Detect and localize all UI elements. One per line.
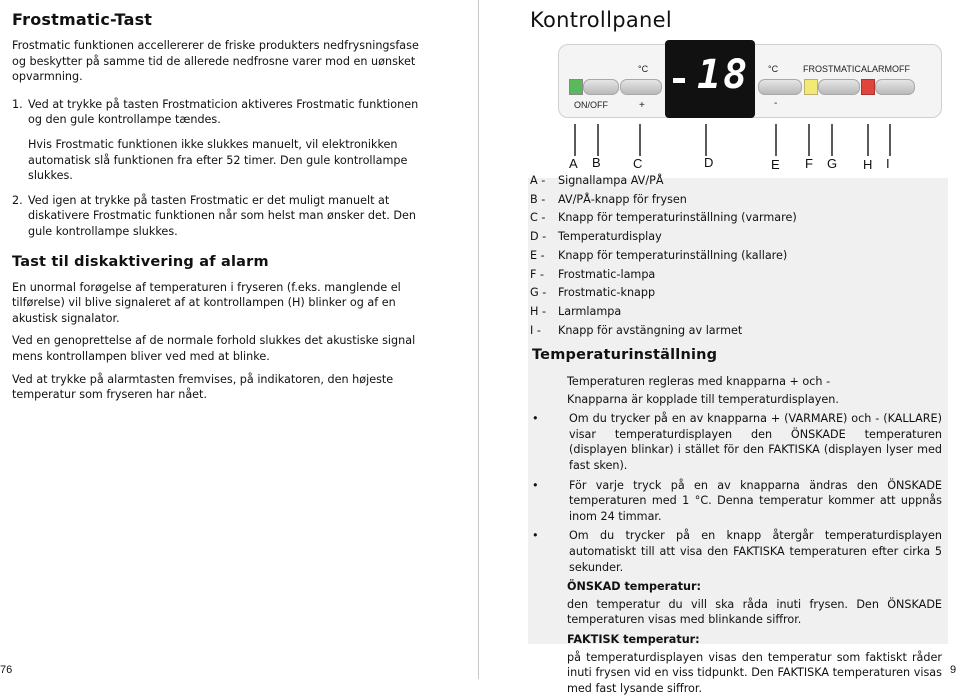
list-item-number: 1. [12,97,28,128]
list-item-text: Hvis Frostmatic funktionen ikke slukkes manuelt, vil elektronikken automatisk slå funktionen fra efter 52 timer. Den gule kontrollampe slukkes. [28,138,407,182]
legend-key: A - [530,172,558,191]
legend-key: C - [530,209,558,228]
control-panel-illustration [558,40,942,120]
bullet-symbol: • [530,528,569,575]
legend-value: Frostmatic-lampa [558,266,950,285]
minus-label: - [774,98,777,109]
legend-key: H - [530,303,558,322]
display-minus-sign [673,78,685,83]
legend-value: Knapp för temperaturinställning (kallare) [558,247,950,266]
bullet-item [530,478,942,525]
legend-value: Frostmatic-knapp [558,284,950,303]
alarm-paragraph: En unormal forøgelse af temperaturen i fryseren (f.eks. manglende el tilførelse) vil blive signaleret af at kontrollampen (H) blinker og af en akustisk signalator. [12,280,432,327]
legend-row [530,303,950,322]
alarmoff-label: ALARMOFF [861,64,910,74]
alarm-paragraph: Ved en genoprettelse af de normale forhold slukkes det akustiske signal mens kontrollampen bliver ved med at blinke. [12,333,432,364]
bullet-item [530,411,942,473]
page-divider [478,0,479,679]
legend-row [530,172,950,191]
legend-row [530,322,950,341]
legend-row [530,284,950,303]
callout-letter: C [633,156,642,171]
callout-letter: E [771,157,780,172]
onskad-text: den temperatur du vill ska råda inuti frysen. Den ÖNSKADE temperaturen visas med blinkande siffror. [567,597,942,628]
panel-legend [530,172,950,340]
colder-button[interactable] [758,79,802,95]
callout-lines [560,122,940,160]
temperature-heading: Temperaturinställning [532,347,717,363]
callout-letter: B [592,155,601,170]
celsius-label: °C [638,64,648,74]
left-page-title: Frostmatic-Tast [12,10,432,29]
legend-key: F - [530,266,558,285]
legend-row [530,266,950,285]
faktisk-text: på temperaturdisplayen visas den temperatur som faktiskt råder inuti frysen vid en viss tidpunkt. Den FAKTISKA temperaturen visas med fast lysande siffror. [567,650,942,696]
callout-letter: G [827,156,837,171]
legend-row [530,247,950,266]
bullet-text: För varje tryck på en av knapparna ändras den ÖNSKADE temperaturen med 1 °C. Denna temperatur kommer att uppnås inom 24 timmar. [569,478,942,525]
right-page-number: 9 [950,664,956,676]
frostmatic-label: FROSTMATIC [803,64,861,74]
legend-value: Signallampa AV/PÅ [558,172,950,191]
list-item [12,193,432,240]
list-item [12,97,432,128]
warmer-button[interactable] [620,79,662,95]
alarm-paragraph: Ved at trykke på alarmtasten fremvises, på indikatoren, den højeste temperatur som fryseren har nået. [12,372,432,403]
list-item [28,137,432,184]
celsius-label: °C [768,64,778,74]
onoff-button[interactable] [583,79,619,95]
onskad-heading: ÖNSKAD temperatur: [567,579,942,595]
callout-letter: F [805,156,813,171]
bullet-text: Om du trycker på en av knapparna + (VARMARE) och - (KALLARE) visar temperaturdisplayen den ÖNSKADE temperaturen (displayen blinkar) i stället för den FAKTISKA (displayen lyser med fast sken). [569,411,942,473]
callout-letter: D [704,155,713,170]
legend-key: G - [530,284,558,303]
frostmatic-button[interactable] [818,79,860,95]
list-item-number: 2. [12,193,28,240]
alarm-off-button[interactable] [875,79,915,95]
bullet-text: Om du trycker på en knapp återgår temperaturdisplayen automatiskt till att visa den FAKTISKA temperaturen efter cirka 5 sekunder. [569,528,942,575]
legend-value: Knapp för temperaturinställning (varmare) [558,209,950,228]
callout-letter: I [886,156,890,171]
legend-value: AV/PÅ-knapp för frysen [558,191,950,210]
plus-label: + [639,100,645,111]
callout-letter: A [569,156,578,171]
bullet-symbol: • [530,478,569,525]
alarm-lamp [861,79,875,95]
bullet-item [530,528,942,575]
right-page [530,8,950,32]
onoff-signal-lamp [569,79,583,95]
bullet-symbol: • [530,411,569,473]
right-page-title: Kontrollpanel [530,8,950,32]
legend-key: D - [530,228,558,247]
intro-paragraph: Frostmatic funktionen accellererer de friske produkters nedfrysningsfase og beskytter på samme tid de allerede nedfrosne varer mod en uønsket opvarmning. [12,38,432,85]
legend-row [530,228,950,247]
legend-key: B - [530,191,558,210]
legend-row [530,191,950,210]
legend-key: E - [530,247,558,266]
list-item-text: Ved igen at trykke på tasten Frostmatic er det muligt manuelt at diskativere Frostmatic funktionen når som helst man ønsker det. Den gule kontrollampe slukkes. [28,193,432,240]
display-value: 18 [697,52,749,98]
temp-paragraph: Knapparna är kopplade till temperaturdisplayen. [567,392,942,408]
legend-key: I - [530,322,558,341]
legend-row [530,209,950,228]
legend-value: Larmlampa [558,303,950,322]
legend-value: Temperaturdisplay [558,228,950,247]
list-item-text: Ved at trykke på tasten Frostmaticion aktiveres Frostmatic funktionen og den gule kontrollampe tændes. [28,97,432,128]
temp-paragraph: Temperaturen regleras med knapparna + och - [567,374,942,390]
callout-letter: H [863,157,872,172]
left-page-number: 76 [0,664,12,676]
frostmatic-lamp [804,79,818,95]
legend-value: Knapp för avstängning av larmet [558,322,950,341]
faktisk-heading: FAKTISK temperatur: [567,632,942,648]
left-page [12,10,432,403]
onoff-label: ON/OFF [574,100,608,110]
temperature-section [530,374,942,696]
alarm-heading: Tast til diskaktivering af alarm [12,254,432,270]
